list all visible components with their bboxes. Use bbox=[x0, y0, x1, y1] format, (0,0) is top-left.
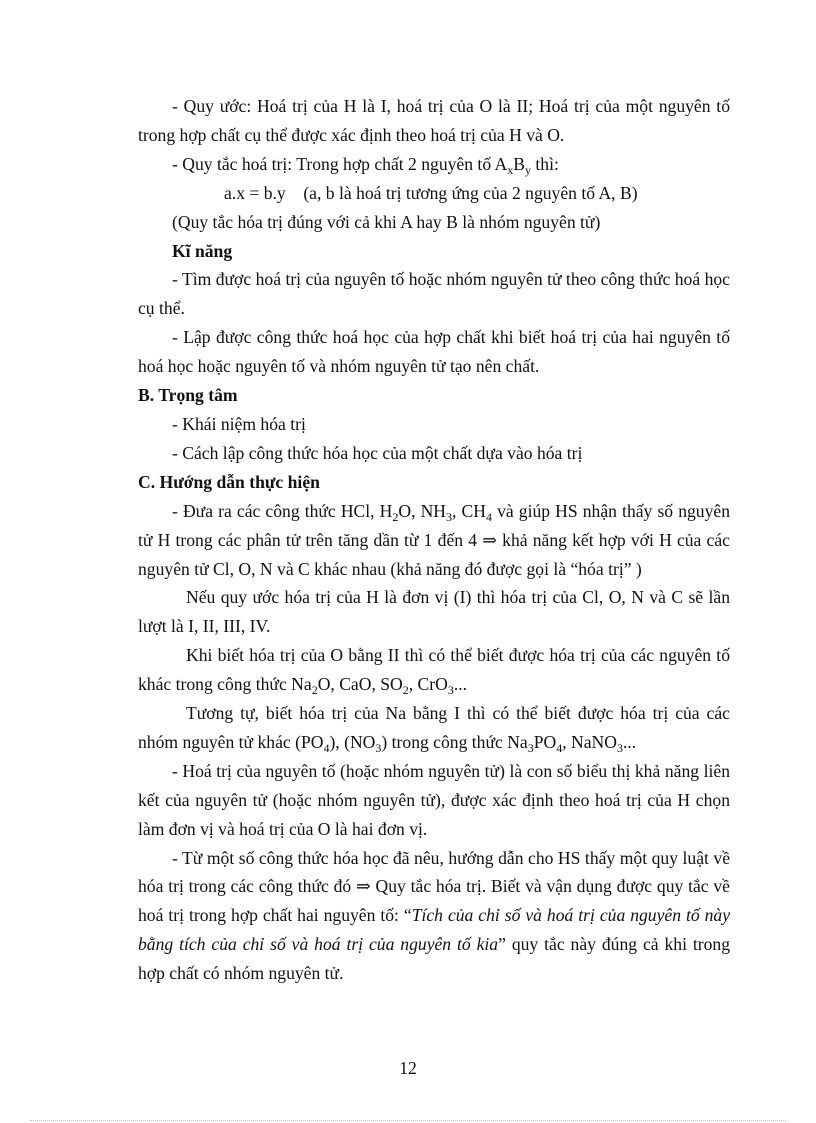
ki-nang-heading: Kĩ năng bbox=[172, 240, 233, 261]
page-number: 12 bbox=[399, 1058, 417, 1078]
section-c-paragraph-6: - Từ một số công thức hóa học đã nêu, hướng dẫn cho HS thấy một quy luật về hóa trị trong các công thức đó ⇒ Quy tắc hóa trị. Biết và vận dụng được quy tắc về hoá trị trong hợp chất hai nguyên tố: “Tích của chỉ số và hoá trị của nguyên tố này bằng tích của chỉ số và hoá trị của nguyên tố kia” quy tắc này đúng cả khi trong hợp chất có nhóm nguyên tử. bbox=[138, 847, 731, 984]
section-c-paragraph-3: Khi biết hóa trị của O bằng II thì có thể biết được hóa trị của các nguyên tố khác trong công thức $Na_2O$, CaO, $SO_2$, CrO$_3$... bbox=[138, 645, 730, 698]
ki-nang-item-1: - Tìm được hoá trị của nguyên tố hoặc nhóm nguyên tử theo công thức hoá học cụ thể. bbox=[138, 269, 730, 319]
section-c-heading: C. Hướng dẫn thực hiện bbox=[138, 471, 320, 492]
section-b-heading: B. Trọng tâm bbox=[138, 385, 238, 406]
section-c-paragraph-2: Nếu quy ước hóa trị của H là đơn vị (I) thì hóa trị của Cl, O, N và C sẽ lần lượt là I, II, III, IV. bbox=[138, 587, 730, 637]
page-body bbox=[138, 92, 730, 988]
valence-note: (Quy tắc hóa trị đúng với cả khi A hay B là nhóm nguyên tử) bbox=[172, 211, 601, 232]
quy-tac-paragraph: - Quy tắc hoá trị: Trong hợp chất 2 nguyên tố $A_xB_y$ thì: bbox=[172, 153, 559, 177]
section-c-paragraph-5: - Hoá trị của nguyên tố (hoặc nhóm nguyên tử) là con số biểu thị khả năng liên kết của nguyên tử (hoặc nhóm nguyên tử), được xác định theo hoá trị của H chọn làm đơn vị và hoá trị của O là hai đơn vị. bbox=[138, 760, 730, 839]
page-bottom-divider bbox=[30, 1120, 786, 1121]
valence-formula: a.x = b.y (a, b là hoá trị tương ứng của 2 nguyên tố A, B) bbox=[224, 182, 638, 203]
ki-nang-item-2: - Lập được công thức hoá học của hợp chất khi biết hoá trị của hai nguyên tố hoá học hoặc nguyên tố và nhóm nguyên tử tạo nên chất. bbox=[138, 327, 730, 377]
section-b-item-1: - Khái niệm hóa trị bbox=[172, 413, 306, 434]
section-b-item-2: - Cách lập công thức hóa học của một chất dựa vào hóa trị bbox=[172, 442, 583, 463]
section-c-paragraph-4: Tương tự, biết hóa trị của Na bằng I thì có thể biết được hóa trị của các nhóm nguyên tử khác $(PO_4)$, $(NO_3)$ trong công thức $Na_3PO_4$, NaNO$_3$... bbox=[138, 703, 730, 755]
quy-uoc-paragraph: - Quy ước: Hoá trị của H là I, hoá trị của O là II; Hoá trị của một nguyên tố trong hợp chất cụ thể được xác định theo hoá trị của H và O. bbox=[138, 96, 730, 145]
section-c-paragraph-1: - Đưa ra các công thức HCl, $H_2O$, $NH_3$, $CH_4$ và giúp HS nhận thấy số nguyên tử H trong các phân tử trên tăng dần từ 1 đến 4 ⇒ khả năng kết hợp với H của các nguyên tử Cl, O, N và C khác nhau (khả năng đó được gọi là “hóa trị” ) bbox=[138, 500, 730, 579]
